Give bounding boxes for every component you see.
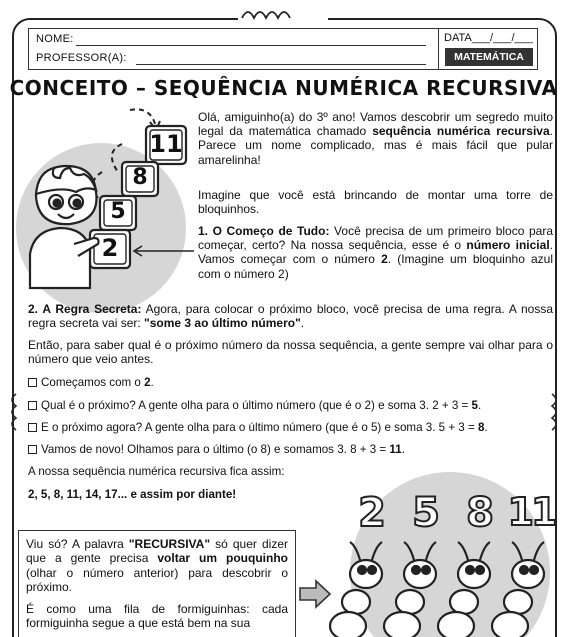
start-paragraph: 1. O Começo de Tudo: Você precisa de um primeiro bloco para começar, certo? Na nossa sequência, esse é o número inicial. Vamos começar com o número 2. (Imagine um bloquinho azul com o número 2) bbox=[198, 224, 554, 281]
ant-number-8: 8 bbox=[466, 490, 494, 536]
pointer-arrow-icon bbox=[132, 244, 196, 258]
step-item: Começamos com o 2. bbox=[28, 376, 154, 390]
checkbox[interactable] bbox=[28, 378, 37, 387]
intro-paragraph: Olá, amiguinho(a) do 3º ano! Vamos descobrir um segredo muito legal da matemática chamado sequência numérica recursiva. Parece um nome complicado, mas é mais fácil que pular amarelinha! bbox=[198, 110, 553, 167]
rule-explanation: Então, para saber qual é o próximo número da nossa sequência, a gente sempre vai olhar para o número que veio antes. bbox=[28, 338, 553, 367]
header-divider bbox=[438, 28, 439, 70]
professor-field[interactable] bbox=[136, 64, 426, 65]
block-label-8: 8 bbox=[132, 165, 148, 190]
recursive-callout-box bbox=[18, 530, 296, 637]
callout-paragraph: Viu só? A palavra "RECURSIVA" só quer dizer que a gente precisa voltar um pouquinho (olhar o número anterior) para descobrir o próximo. bbox=[26, 537, 288, 594]
step-item: E o próximo agora? A gente olha para o último número (que é o 5) e soma 3. 5 + 3 = 8. bbox=[28, 421, 488, 435]
page-title: CONCEITO – SEQUÊNCIA NUMÉRICA RECURSIVA bbox=[9, 76, 558, 100]
data-field[interactable]: DATA___/___/___ bbox=[444, 32, 533, 44]
rule-paragraph: 2. A Regra Secreta: Agora, para colocar o próximo bloco, você precisa de uma regra. A nossa regra secreta vai ser: "some 3 ao último número". bbox=[28, 302, 553, 331]
right-wave-icon bbox=[548, 392, 562, 432]
subject-badge: MATEMÁTICA bbox=[445, 48, 533, 66]
checkbox[interactable] bbox=[28, 423, 37, 432]
professor-label: PROFESSOR(A): bbox=[36, 52, 127, 64]
nome-field[interactable] bbox=[76, 45, 426, 46]
callout-ants-paragraph: É como uma fila de formiguinhas: cada formiguinha segue a que está bem na sua bbox=[26, 602, 288, 631]
ant-number-5: 5 bbox=[412, 490, 440, 536]
block-label-5: 5 bbox=[110, 199, 126, 224]
block-label-11: 11 bbox=[149, 130, 183, 158]
sequence-intro: A nossa sequência numérica recursiva fica assim: bbox=[28, 465, 285, 478]
nome-label: NOME: bbox=[36, 33, 74, 45]
imagine-paragraph: Imagine que você está brincando de montar uma torre de bloquinhos. bbox=[198, 188, 553, 217]
checkbox[interactable] bbox=[28, 401, 37, 410]
step-item: Qual é o próximo? A gente olha para o último número (que é o 2) e soma 3. 2 + 3 = 5. bbox=[28, 399, 481, 413]
left-wave-icon bbox=[6, 392, 20, 432]
ants-in-line-illustration bbox=[320, 462, 567, 637]
decorative-swirl-icon bbox=[238, 2, 328, 22]
checkbox[interactable] bbox=[28, 445, 37, 454]
step-item: Vamos de novo! Olhamos para o último (o 8) e somamos 3. 8 + 3 = 11. bbox=[28, 443, 405, 457]
sequence-result: 2, 5, 8, 11, 14, 17... e assim por diante! bbox=[28, 488, 237, 501]
ant-number-11: 11 bbox=[507, 490, 555, 534]
block-label-2: 2 bbox=[101, 234, 119, 262]
ant-number-2: 2 bbox=[358, 490, 386, 536]
